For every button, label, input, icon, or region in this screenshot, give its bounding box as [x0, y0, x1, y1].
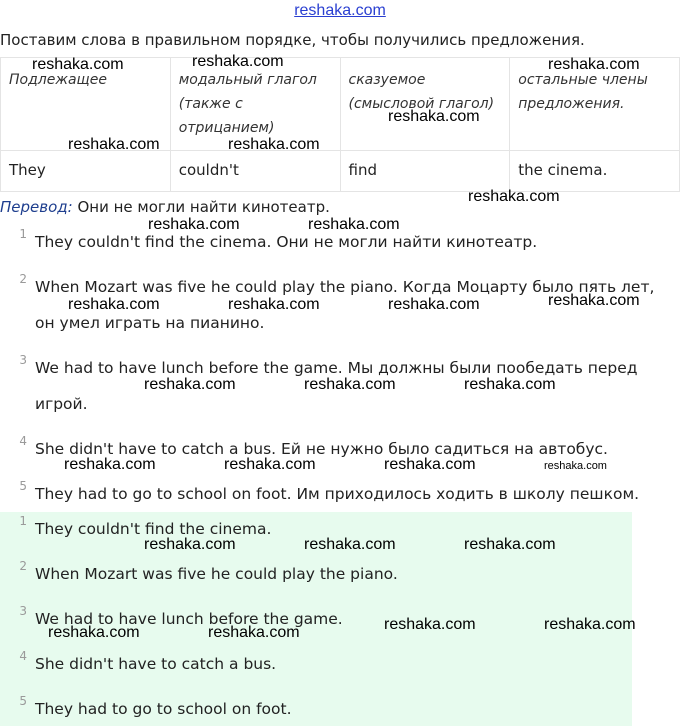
watermark: reshaka.com — [544, 616, 636, 633]
item-number: 1 — [19, 514, 27, 528]
watermark: reshaka.com — [148, 216, 240, 233]
watermark: reshaka.com — [64, 456, 156, 473]
answer-text: They couldn't find the cinema. — [35, 520, 272, 538]
site-link[interactable]: reshaka.com — [294, 2, 386, 19]
item-number: 1 — [19, 227, 27, 241]
cell-modal-verb: couldn't — [170, 151, 340, 192]
watermark: reshaka.com — [68, 296, 160, 313]
watermark: reshaka.com — [384, 456, 476, 473]
watermark: reshaka.com — [548, 292, 640, 309]
watermark: reshaka.com — [464, 376, 556, 393]
cell-main-verb: find — [340, 151, 510, 192]
item-text: They couldn't find the cinema. Они не могли найти кинотеатр. — [35, 233, 538, 251]
translation-line — [0, 198, 330, 216]
item-text: We had to have lunch before the game. Мы должны были пообедать перед игрой. — [35, 359, 638, 413]
watermark: reshaka.com — [388, 296, 480, 313]
item-text: She didn't have to catch a bus. Ей не нужно было садиться на автобус. — [35, 440, 608, 458]
watermark: reshaka.com — [304, 536, 396, 553]
watermark: reshaka.com — [304, 376, 396, 393]
word-order-table — [0, 57, 680, 192]
watermark: reshaka.com — [68, 136, 160, 153]
item-number: 2 — [19, 559, 27, 573]
watermark: reshaka.com — [48, 624, 140, 641]
answer-text: They had to go to school on foot. — [35, 700, 292, 718]
answer-text: When Mozart was five he could play the piano. — [35, 565, 398, 583]
item-text: When Mozart was five he could play the piano. Когда Моцарту было пять лет, он умел играть на пианино. — [35, 278, 655, 332]
header-modal-verb: модальный глагол (также с отрицанием) — [170, 58, 340, 151]
watermark: reshaka.com — [228, 136, 320, 153]
watermark: reshaka.com — [464, 536, 556, 553]
watermark: reshaka.com — [224, 456, 316, 473]
watermark: reshaka.com — [388, 108, 480, 125]
item-number: 4 — [19, 434, 27, 448]
watermark: reshaka.com — [208, 624, 300, 641]
answer-text: She didn't have to catch a bus. — [35, 655, 277, 673]
watermark: reshaka.com — [32, 56, 124, 73]
table-row — [1, 151, 680, 192]
header-other-parts: остальные члены предложения. — [510, 58, 680, 151]
item-number: 4 — [19, 649, 27, 663]
item-number: 2 — [19, 272, 27, 286]
watermark: reshaka.com — [228, 296, 320, 313]
watermark: reshaka.com — [548, 56, 640, 73]
item-text: They had to go to school on foot. Им приходилось ходить в школу пешком. — [35, 485, 640, 503]
item-number: 3 — [19, 353, 27, 367]
watermark: reshaka.com — [144, 376, 236, 393]
item-number: 3 — [19, 604, 27, 618]
watermark: reshaka.com — [544, 460, 607, 472]
cell-subject: They — [1, 151, 171, 192]
translation-label: Перевод: — [0, 198, 73, 216]
answer-text: We had to have lunch before the game. — [35, 610, 343, 628]
translation-text: Они не могли найти кинотеатр. — [72, 198, 330, 216]
watermark: reshaka.com — [384, 616, 476, 633]
task-intro: Поставим слова в правильном порядке, чтобы получились предложения. — [0, 31, 585, 49]
header-main-verb: сказуемое (смысловой глагол) — [340, 58, 510, 151]
watermark: reshaka.com — [308, 216, 400, 233]
cell-other-parts: the cinema. — [510, 151, 680, 192]
watermark: reshaka.com — [192, 53, 284, 70]
header-subject: Подлежащее — [1, 58, 171, 151]
item-number: 5 — [19, 694, 27, 708]
watermark: reshaka.com — [468, 188, 560, 205]
item-number: 5 — [19, 479, 27, 493]
watermark: reshaka.com — [144, 536, 236, 553]
